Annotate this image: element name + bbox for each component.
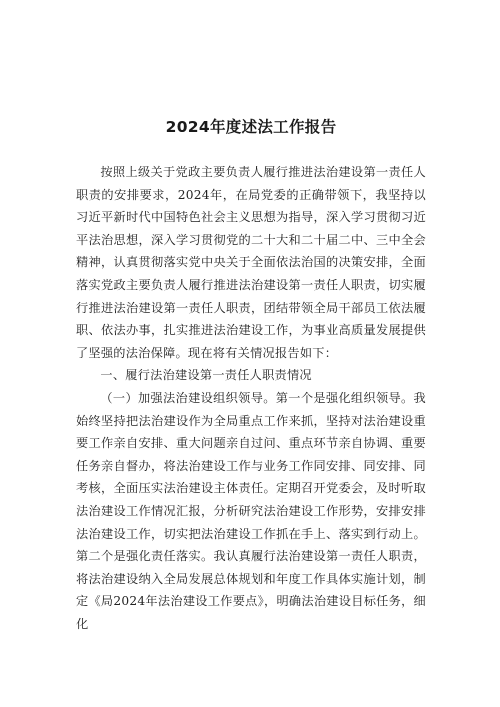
section-1-heading: 一、履行法治建设第一责任人职责情况 [100, 368, 312, 383]
intro-paragraph: 按照上级关于党政主要负责人履行推进法治建设第一责任人职责的安排要求，2024年，在局党委的正确带领下，我坚持以习近平新时代中国特色社会主义思想为指导，深入学习贯彻习近平法治思想，深入学习贯彻党的二十大和二十届二中、三中全会精神，认真贯彻落实党中央关于全面依法治国的决策安排，全面落实党政主要负责人履行推进法治建设第一责任人职责，切实履行推进法治建设第一责任人职责，团结带领全局干部员工依法履职、依法办事，扎实推进法治建设工作，为事业高质量发展提供了坚强的法治保障。现在将有关情况报告如下： [76, 165, 426, 360]
section-1-paragraph-1: （一）加强法治建设组织领导。第一个是强化组织领导。我始终坚持把法治建设作为全局重点工作来抓，坚持对法治建设重要工作亲自安排、重大问题亲自过问、重点环节亲自协调、重要任务亲自督办，将法治建设工作与业务工作同安排、同安排、同考核，全面压实法治建设主体责任。定期召开党委会，及时听取法治建设工作情况汇报，分析研究法治建设工作形势，安排安排法治建设工作，切实把法治建设工作抓在手上、落实到行动上。第二个是强化责任落实。我认真履行法治建设第一责任人职责，将法治建设纳入全局发展总体规划和年度工作具体实施计划，制定《局2024年法治建设工作要点》，明确法治建设目标任务，细化 [76, 390, 426, 631]
document-title: 2024年度述法工作报告 [165, 118, 337, 136]
